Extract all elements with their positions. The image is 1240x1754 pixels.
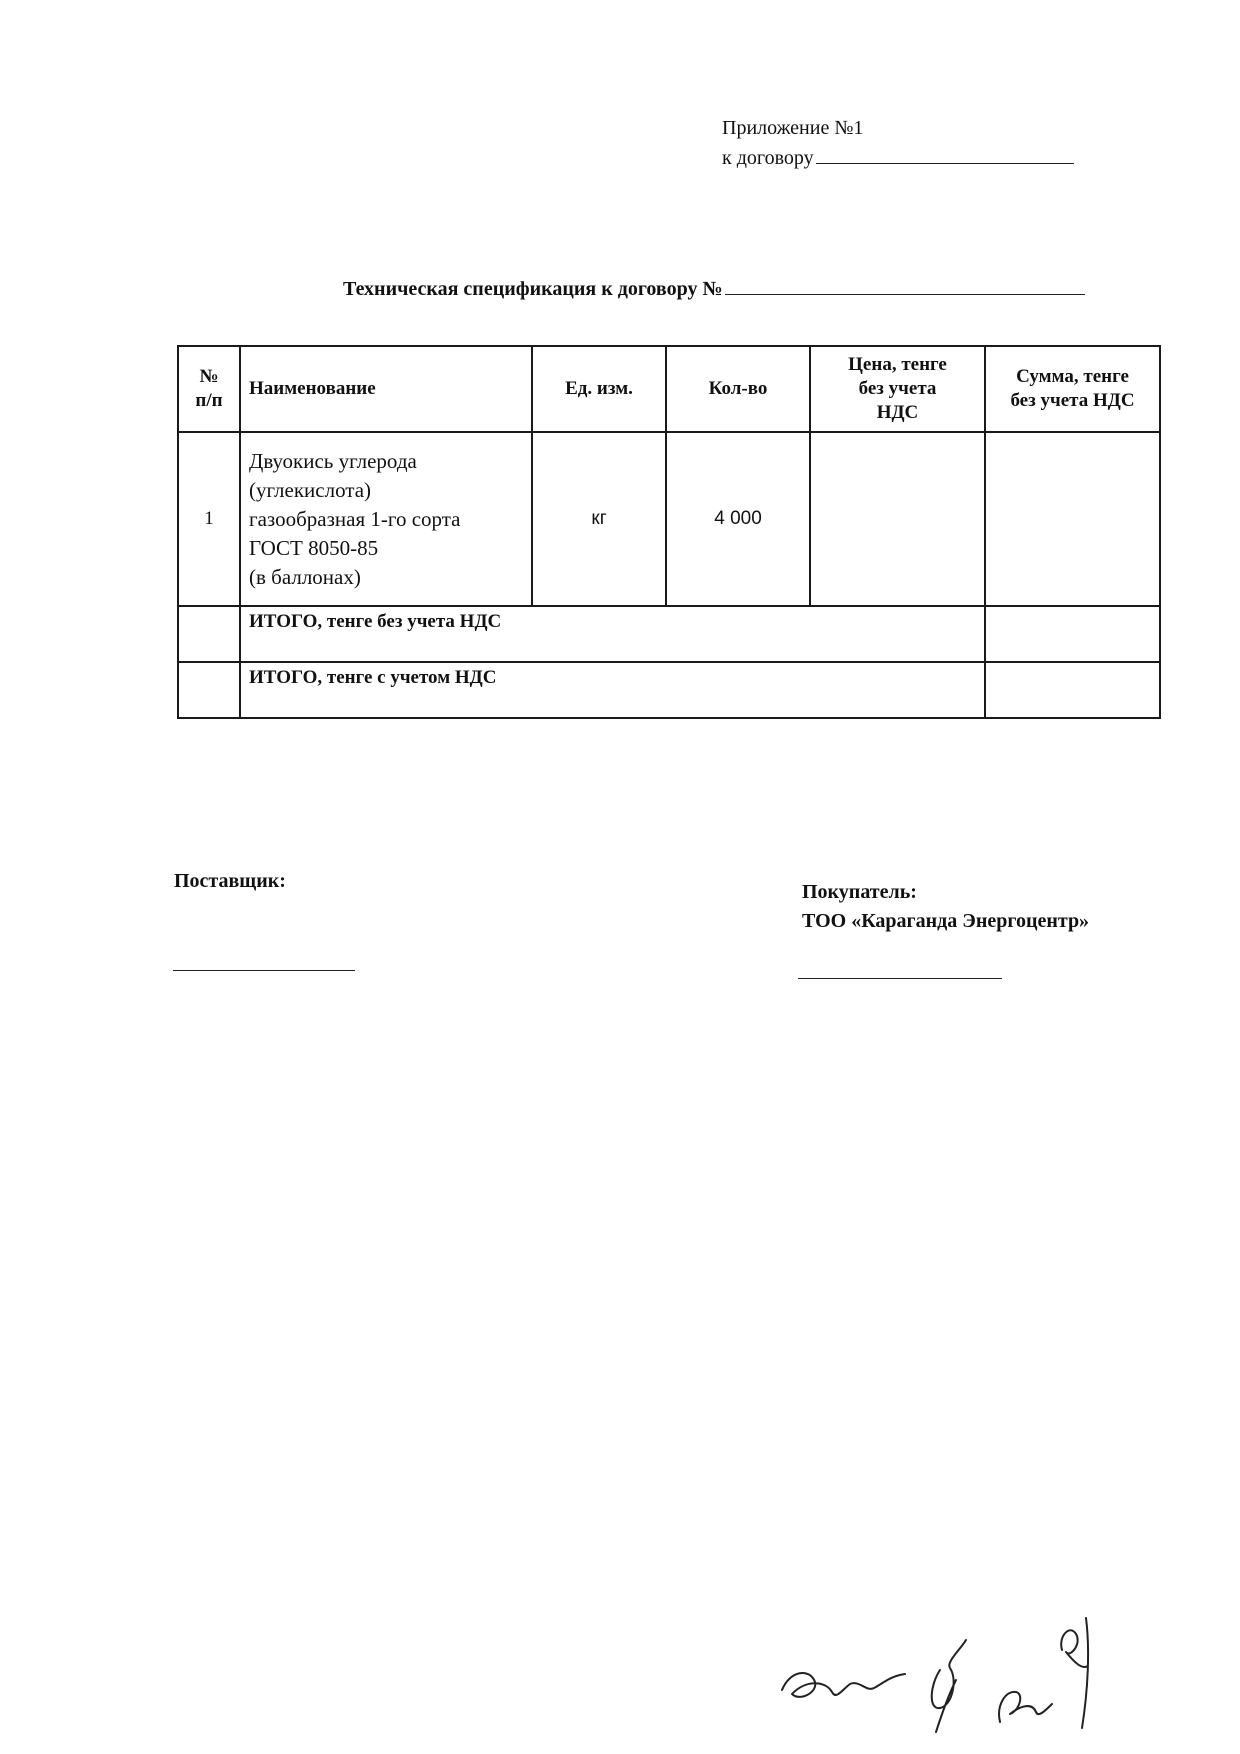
- contract-number-blank: [816, 143, 1074, 164]
- row-unit: кг: [532, 432, 666, 606]
- buyer-label: Покупатель:: [802, 881, 917, 903]
- supplier-signature-line: [173, 970, 355, 971]
- buyer-name: ТОО «Караганда Энергоцентр»: [802, 910, 1090, 932]
- total-without-vat-num: [178, 606, 240, 662]
- row-qty: 4 000: [666, 432, 810, 606]
- total-without-vat-label: ИТОГО, тенге без учета НДС: [240, 606, 985, 662]
- title-text: Техническая спецификация к договору №: [343, 278, 723, 300]
- total-without-vat-value: [985, 606, 1160, 662]
- header-price: Цена, тенге без учета НДС: [810, 346, 985, 432]
- total-with-vat-value: [985, 662, 1160, 718]
- row-price: [810, 432, 985, 606]
- total-without-vat-row: [178, 606, 1160, 662]
- supplier-label: Поставщик:: [174, 870, 286, 892]
- document-title: [343, 272, 1085, 301]
- row-name: Двуокись углерода (углекислота) газообразная 1-го сорта ГОСТ 8050-85 (в баллонах): [240, 432, 532, 606]
- appendix-number: Приложение №1: [722, 117, 864, 139]
- header-num: № п/п: [178, 346, 240, 432]
- header-unit: Ед. изм.: [532, 346, 666, 432]
- total-with-vat-label: ИТОГО, тенге с учетом НДС: [240, 662, 985, 718]
- table-header-row: [178, 346, 1160, 432]
- row-sum: [985, 432, 1160, 606]
- appendix-contract-ref: [722, 143, 1074, 173]
- initial-mark-1: [782, 1673, 905, 1697]
- initial-mark-3: [999, 1692, 1052, 1722]
- specification-table: [177, 345, 1161, 719]
- table-row: [178, 432, 1160, 606]
- row-num: 1: [178, 432, 240, 606]
- buyer-signature-line: [798, 978, 1002, 979]
- buyer-block: [802, 878, 1089, 936]
- header-sum: Сумма, тенге без учета НДС: [985, 346, 1160, 432]
- initial-mark-2: [932, 1640, 966, 1732]
- handwritten-initials: [770, 1610, 1130, 1740]
- total-with-vat-num: [178, 662, 240, 718]
- initial-mark-4: [1061, 1618, 1088, 1728]
- appendix-header: [722, 114, 1074, 173]
- title-contract-blank: [725, 272, 1085, 295]
- total-with-vat-row: [178, 662, 1160, 718]
- header-name: Наименование: [240, 346, 532, 432]
- appendix-contract-label: к договору: [722, 147, 814, 169]
- header-qty: Кол-во: [666, 346, 810, 432]
